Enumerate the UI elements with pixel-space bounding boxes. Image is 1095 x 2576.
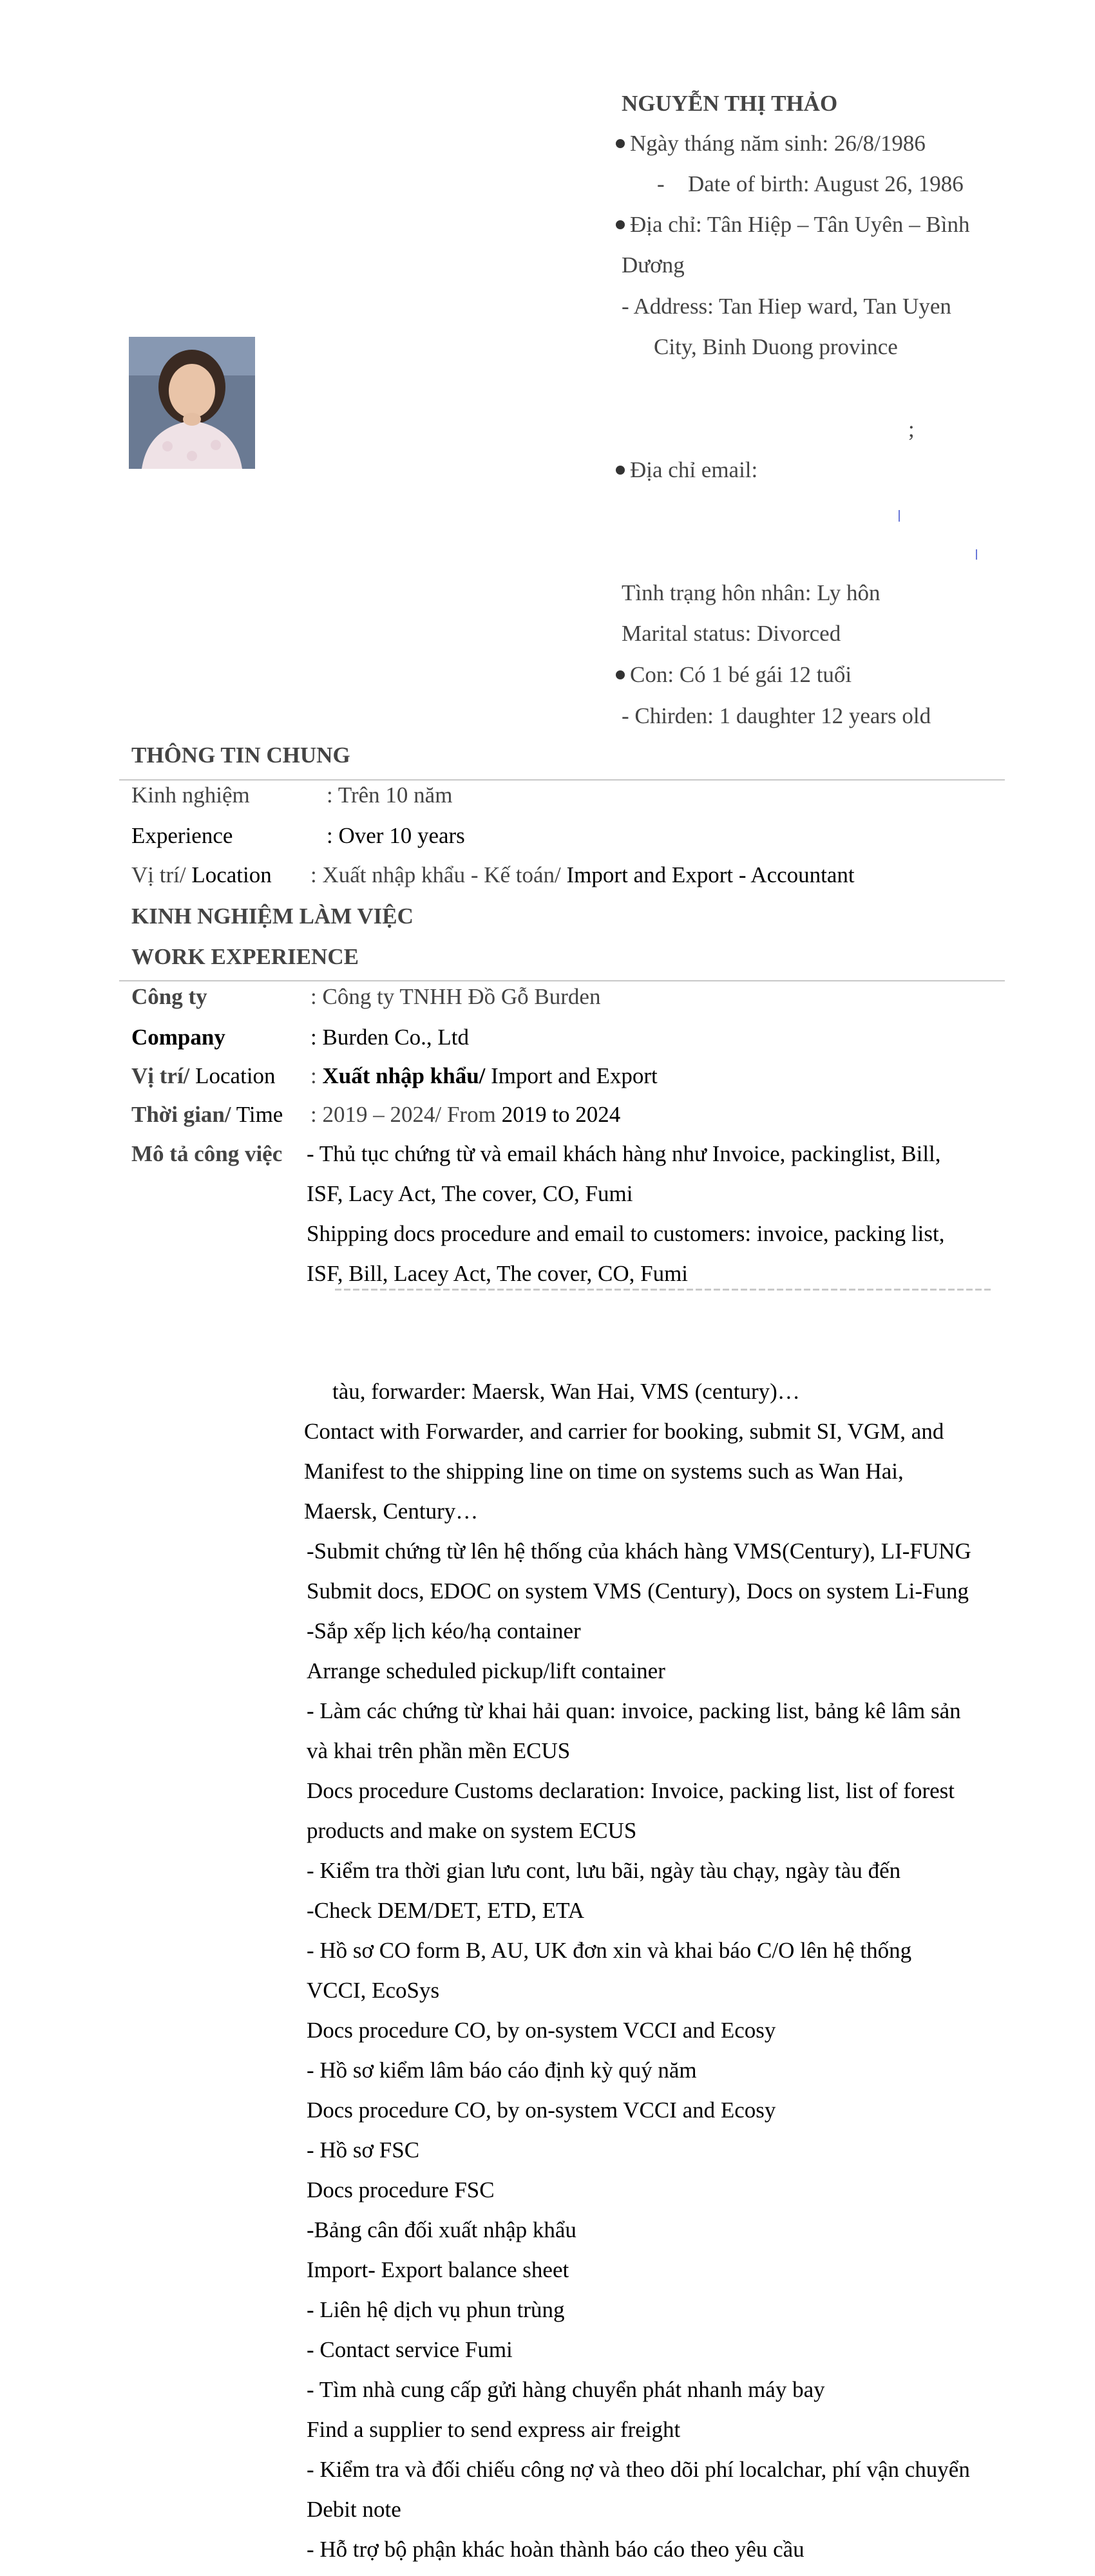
- address-en-cont: City, Binh Duong province: [654, 334, 898, 359]
- dob-en-dash: -: [657, 171, 665, 196]
- page-break-clipped-line: [335, 1287, 992, 1292]
- description-line: - Thủ tục chứng từ và email khách hàng như Invoice, packinglist, Bill,: [307, 1141, 941, 1166]
- redacted-link-mark: [976, 549, 979, 560]
- description-line: - Contact service Fumi: [307, 2337, 513, 2362]
- description-line: ISF, Bill, Lacey Act, The cover, CO, Fumi: [307, 1261, 689, 1286]
- description-line: Debit note: [307, 2497, 401, 2522]
- description-line: -Sắp xếp lịch kéo/hạ container: [307, 1618, 581, 1643]
- description-line: Docs procedure Customs declaration: Invoice, packing list, list of forest: [307, 1778, 955, 1803]
- description-line: Arrange scheduled pickup/lift container: [307, 1658, 665, 1683]
- bullet-icon: [616, 139, 625, 148]
- address-vi-cont: Dương: [622, 252, 685, 278]
- description-line: - Kiểm tra thời gian lưu cont, lưu bãi, ngày tàu chạy, ngày tàu đến: [307, 1858, 901, 1883]
- description-line: Import- Export balance sheet: [307, 2257, 569, 2282]
- description-line: - Hỗ trợ bộ phận khác hoàn thành báo cáo theo yêu cầu: [307, 2537, 805, 2562]
- bullet-icon: [616, 670, 625, 679]
- experience-value-en: : Over 10 years: [327, 823, 465, 848]
- description-line: Docs procedure FSC: [307, 2177, 495, 2202]
- marital-en: Marital status: Divorced: [622, 621, 841, 646]
- description-line: - Hồ sơ FSC: [307, 2137, 420, 2163]
- description-line: - Kiểm tra và đối chiếu công nợ và theo dõi phí localchar, phí vận chuyển: [307, 2457, 970, 2482]
- description-line: - Liên hệ dịch vụ phun trùng: [307, 2297, 565, 2322]
- description-line: Contact with Forwarder, and carrier for booking, submit SI, VGM, and: [304, 1419, 944, 1444]
- address-en: - Address: Tan Hiep ward, Tan Uyen: [622, 294, 951, 319]
- position-label: Vị trí/ Location: [131, 862, 272, 887]
- description-line: Submit docs, EDOC on system VMS (Century), Docs on system Li-Fung: [307, 1578, 969, 1604]
- description-line: Docs procedure CO, by on-system VCCI and Ecosy: [307, 2018, 776, 2043]
- job-description-top: [307, 1134, 1015, 1294]
- bullet-icon: [616, 220, 625, 229]
- company-label-vi: Công ty: [131, 984, 207, 1009]
- children-vi: Con: Có 1 bé gái 12 tuổi: [620, 655, 852, 695]
- description-line: -Check DEM/DET, ETD, ETA: [307, 1898, 585, 1923]
- description-line: - Tìm nhà cung cấp gửi hàng chuyển phát nhanh máy bay: [307, 2377, 825, 2402]
- job-description-bottom: [304, 1372, 1015, 2570]
- description-line: -Bảng cân đối xuất nhập khẩu: [307, 2217, 576, 2242]
- candidate-name: NGUYỄN THỊ THẢO: [622, 91, 838, 116]
- position-value: : Xuất nhập khẩu - Kế toán/ Import and Export - Accountant: [310, 862, 855, 887]
- description-line: Manifest to the shipping line on time on systems such as Wan Hai,: [304, 1459, 904, 1484]
- experience-label-en: Experience: [131, 823, 233, 848]
- redacted-link-mark: [899, 510, 902, 522]
- time-label: Thời gian/ Time: [131, 1102, 283, 1127]
- description-line: Shipping docs procedure and email to customers: invoice, packing list,: [307, 1221, 945, 1246]
- job-position-value: : Xuất nhập khẩu/ Import and Export: [310, 1063, 658, 1088]
- experience-label-vi: Kinh nghiệm: [131, 782, 250, 808]
- portrait-image: [129, 337, 255, 469]
- address-vi: Địa chỉ: Tân Hiệp – Tân Uyên – Bình: [620, 205, 970, 245]
- children-en: - Chirden: 1 daughter 12 years old: [622, 703, 931, 728]
- time-value: : 2019 – 2024/ From 2019 to 2024: [310, 1102, 621, 1127]
- work-heading-vi: KINH NGHIỆM LÀM VIỆC: [131, 904, 414, 929]
- description-line: và khai trên phần mền ECUS: [307, 1738, 571, 1763]
- dob-en: Date of birth: August 26, 1986: [688, 171, 964, 196]
- description-line: VCCI, EcoSys: [307, 1978, 440, 2003]
- phone-fragment: ;: [908, 417, 915, 442]
- bullet-icon: [616, 466, 625, 475]
- description-line: -Submit chứng từ lên hệ thống của khách hàng VMS(Century), LI-FUNG: [307, 1539, 971, 1564]
- dob-vi: Ngày tháng năm sinh: 26/8/1986: [620, 124, 926, 164]
- job-position-label: Vị trí/ Location: [131, 1063, 276, 1088]
- email-label: Địa chỉ email:: [620, 450, 757, 490]
- description-line: - Hồ sơ kiểm lâm báo cáo định kỳ quý năm: [307, 2058, 697, 2083]
- marital-vi: Tình trạng hôn nhân: Ly hôn: [622, 580, 881, 605]
- description-line: Maersk, Century…: [304, 1499, 479, 1524]
- profile-photo: [129, 337, 255, 469]
- description-line: products and make on system ECUS: [307, 1818, 637, 1843]
- section-divider: [119, 779, 1005, 781]
- experience-value-vi: : Trên 10 năm: [327, 782, 453, 808]
- description-line: - Làm các chứng từ khai hải quan: invoice, packing list, bảng kê lâm sản: [307, 1698, 961, 1723]
- company-label-en: Company: [131, 1025, 225, 1050]
- description-line: ISF, Lacy Act, The cover, CO, Fumi: [307, 1181, 633, 1206]
- work-heading-en: WORK EXPERIENCE: [131, 944, 359, 969]
- job-description-label: Mô tả công việc: [131, 1141, 283, 1166]
- description-line: tàu, forwarder: Maersk, Wan Hai, VMS (century)…: [332, 1379, 800, 1404]
- company-value-en: : Burden Co., Ltd: [310, 1025, 469, 1050]
- general-heading: THÔNG TIN CHUNG: [131, 743, 350, 768]
- description-line: - Hồ sơ CO form B, AU, UK đơn xin và khai báo C/O lên hệ thống: [307, 1938, 912, 1963]
- description-line: Find a supplier to send express air freight: [307, 2417, 681, 2442]
- description-line: Docs procedure CO, by on-system VCCI and Ecosy: [307, 2098, 776, 2123]
- clipped-text-trace: [335, 1289, 992, 1291]
- company-value-vi: : Công ty TNHH Đồ Gỗ Burden: [310, 984, 601, 1009]
